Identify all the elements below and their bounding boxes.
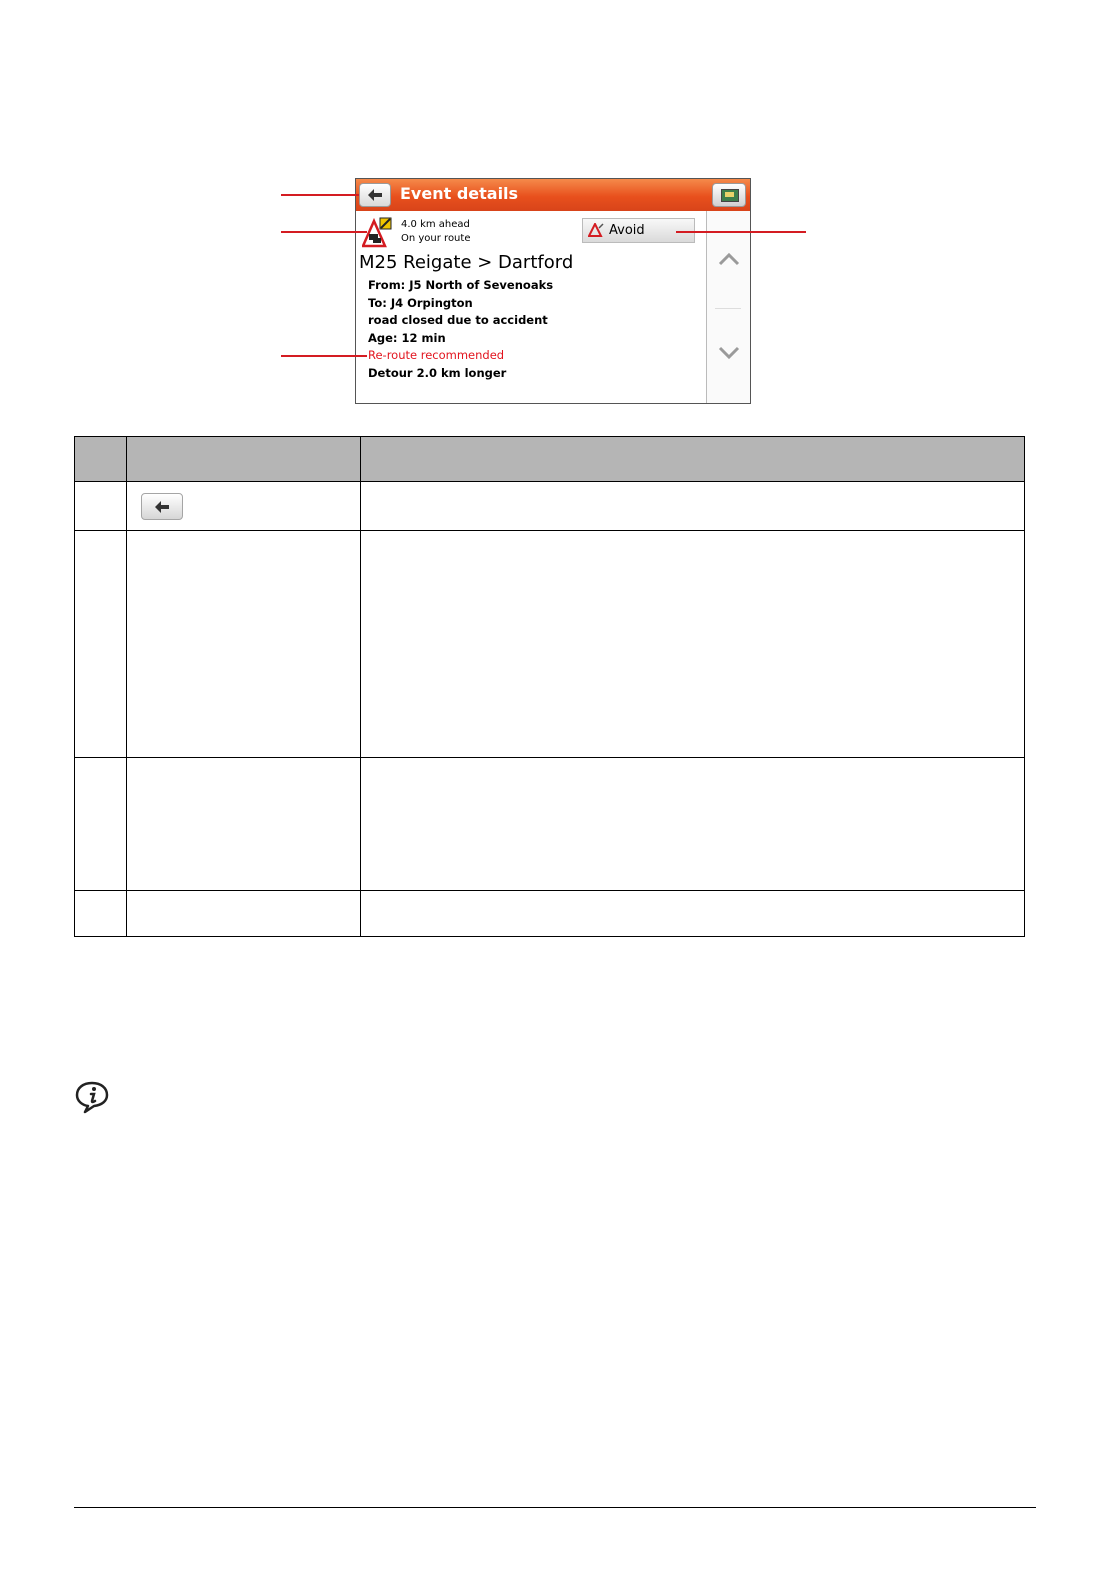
info-icon — [74, 1080, 110, 1114]
scroll-down-icon[interactable] — [717, 345, 741, 361]
callout-line-avoid — [676, 231, 806, 233]
table-cell — [75, 531, 127, 758]
table-cell — [75, 758, 127, 891]
table-back-button — [141, 493, 183, 520]
table-cell — [361, 891, 1025, 937]
event-cause: road closed due to accident — [368, 313, 548, 327]
callout-line-event-icon — [281, 231, 367, 233]
table-cell — [75, 482, 127, 531]
screen-title: Event details — [400, 184, 519, 203]
avoid-label: Avoid — [609, 223, 645, 238]
back-button[interactable] — [359, 183, 391, 207]
avoid-triangle-icon — [588, 223, 604, 237]
table-header-cell — [75, 437, 127, 482]
scroll-divider — [715, 308, 741, 309]
table-cell — [361, 531, 1025, 758]
title-bar — [356, 179, 750, 211]
reference-table — [74, 436, 1025, 937]
table-row — [75, 891, 1025, 937]
back-arrow-icon — [368, 189, 382, 201]
table-row — [75, 531, 1025, 758]
table-row — [75, 482, 1025, 531]
back-arrow-icon — [155, 501, 169, 513]
distance-ahead: 4.0 km ahead — [401, 219, 470, 230]
event-age: Age: 12 min — [368, 330, 446, 345]
table-cell — [127, 531, 361, 758]
table-cell — [75, 891, 127, 937]
table-cell — [127, 891, 361, 937]
traffic-warning-icon — [362, 217, 398, 249]
detour-info: Detour 2.0 km longer — [368, 365, 507, 380]
map-button[interactable] — [712, 183, 746, 207]
map-icon — [721, 189, 739, 202]
table-cell — [127, 482, 361, 531]
scroll-column — [706, 211, 750, 403]
event-details-screen — [355, 178, 751, 404]
callout-line-reroute — [281, 355, 367, 357]
route-status: On your route — [401, 233, 471, 244]
table-cell — [361, 482, 1025, 531]
table-cell — [361, 758, 1025, 891]
table-row — [75, 758, 1025, 891]
table-header-cell — [127, 437, 361, 482]
reroute-recommendation: Re-route recommended — [368, 348, 505, 362]
callout-line-back — [281, 194, 359, 196]
event-details-list — [368, 277, 553, 382]
distance-info — [401, 218, 470, 246]
event-from: From: J5 North of Sevenoaks — [368, 278, 554, 292]
event-to: To: J4 Orpington — [368, 295, 473, 310]
table-cell — [127, 758, 361, 891]
footer-rule — [74, 1507, 1036, 1508]
table-header-row — [75, 437, 1025, 482]
road-name: M25 Reigate > Dartford — [359, 252, 574, 273]
event-content — [356, 211, 707, 403]
scroll-up-icon[interactable] — [717, 251, 741, 267]
table-header-cell — [361, 437, 1025, 482]
